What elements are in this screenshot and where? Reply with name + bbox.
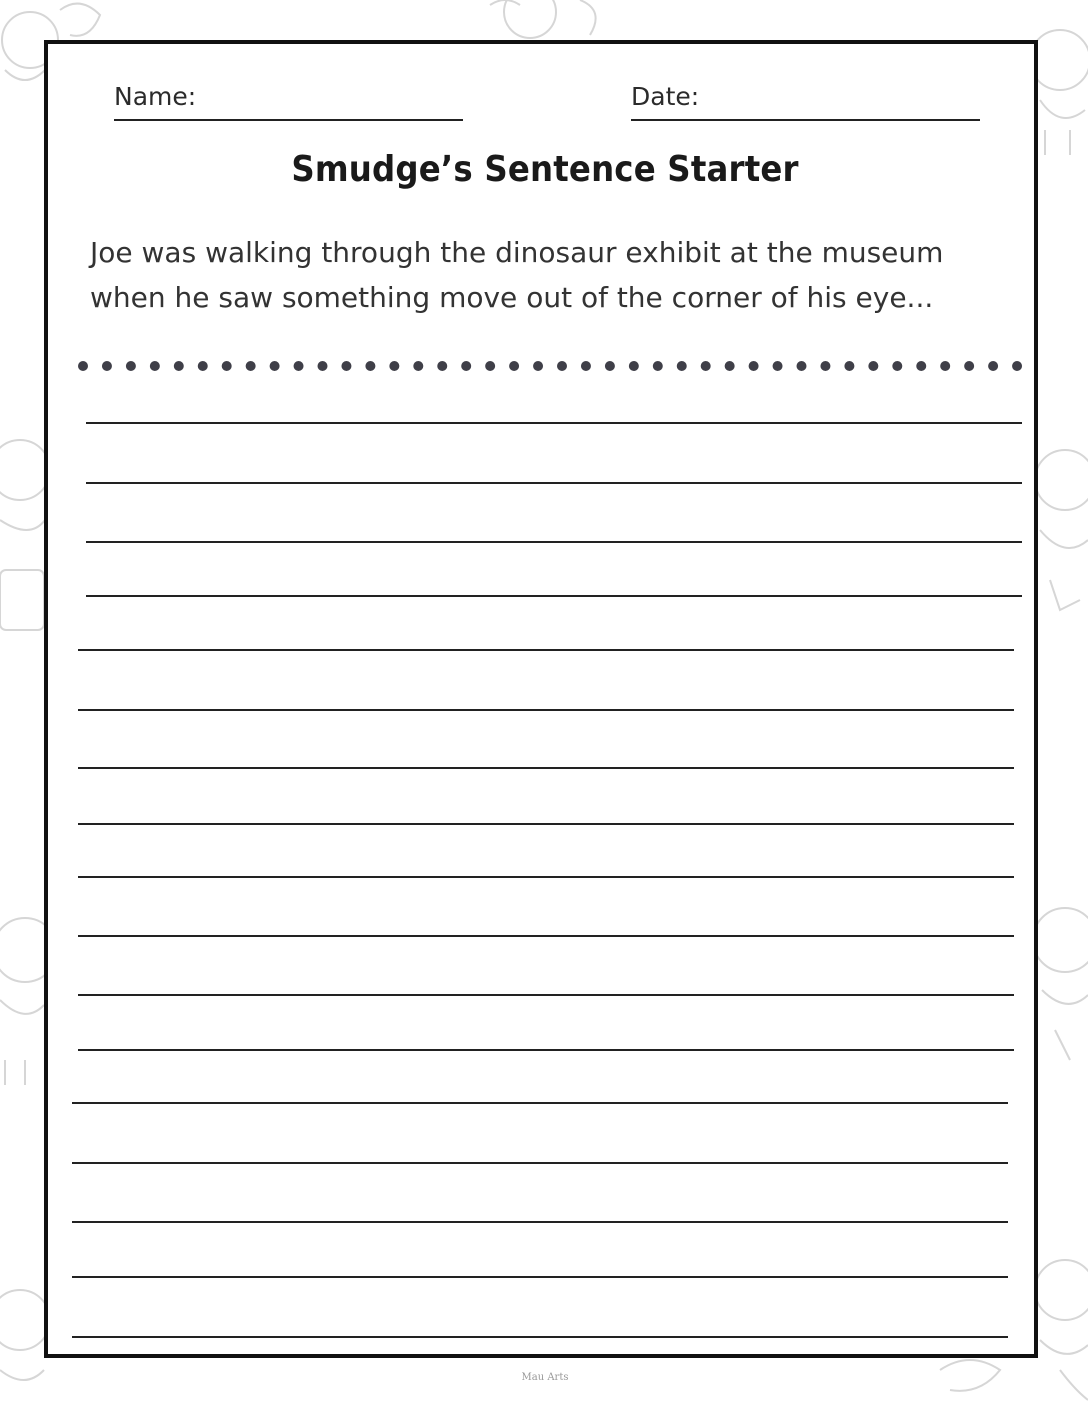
divider-dot bbox=[413, 361, 423, 371]
divider-dot bbox=[78, 361, 88, 371]
divider-dot bbox=[246, 361, 256, 371]
writing-line[interactable] bbox=[78, 649, 1014, 651]
writing-line[interactable] bbox=[86, 541, 1022, 543]
writing-line[interactable] bbox=[86, 482, 1022, 484]
divider-dot bbox=[916, 361, 926, 371]
writing-line[interactable] bbox=[86, 422, 1022, 424]
writing-line[interactable] bbox=[78, 709, 1014, 711]
writing-line[interactable] bbox=[78, 935, 1014, 937]
divider-dot bbox=[773, 361, 783, 371]
divider-dot bbox=[389, 361, 399, 371]
divider-dot bbox=[605, 361, 615, 371]
writing-line[interactable] bbox=[72, 1102, 1008, 1104]
divider-dot bbox=[701, 361, 711, 371]
divider-dot bbox=[102, 361, 112, 371]
divider-dot bbox=[318, 361, 328, 371]
divider-dot bbox=[533, 361, 543, 371]
divider-dot bbox=[844, 361, 854, 371]
divider-dot bbox=[365, 361, 375, 371]
writing-line[interactable] bbox=[78, 1049, 1014, 1051]
divider-dot bbox=[557, 361, 567, 371]
divider-dot bbox=[270, 361, 280, 371]
worksheet-page bbox=[44, 40, 1038, 1358]
divider-dot bbox=[341, 361, 351, 371]
divider-dot bbox=[964, 361, 974, 371]
writing-line[interactable] bbox=[78, 994, 1014, 996]
name-label: Name: bbox=[114, 82, 197, 111]
prompt-line: when he saw something move out of the corner of his eye... bbox=[90, 281, 934, 314]
dotted-divider bbox=[76, 352, 1026, 376]
divider-dot bbox=[222, 361, 232, 371]
date-label: Date: bbox=[631, 82, 700, 111]
divider-dot bbox=[1012, 361, 1022, 371]
divider-dot bbox=[892, 361, 902, 371]
divider-dot bbox=[820, 361, 830, 371]
sentence-starter-prompt bbox=[90, 230, 1020, 320]
writing-line[interactable] bbox=[78, 876, 1014, 878]
name-field[interactable] bbox=[114, 119, 463, 121]
divider-dot bbox=[437, 361, 447, 371]
divider-dot bbox=[294, 361, 304, 371]
divider-dot bbox=[174, 361, 184, 371]
divider-dot bbox=[485, 361, 495, 371]
writing-line[interactable] bbox=[72, 1276, 1008, 1278]
credit-logo bbox=[520, 1373, 570, 1383]
divider-dot bbox=[940, 361, 950, 371]
prompt-line: Joe was walking through the dinosaur exhibit at the museum bbox=[90, 236, 944, 269]
writing-line[interactable] bbox=[86, 595, 1022, 597]
writing-line[interactable] bbox=[78, 767, 1014, 769]
worksheet-title: Smudge’s Sentence Starter bbox=[291, 149, 799, 190]
divider-dot bbox=[509, 361, 519, 371]
divider-dot bbox=[797, 361, 807, 371]
divider-dot bbox=[629, 361, 639, 371]
divider-dot bbox=[868, 361, 878, 371]
divider-dot bbox=[988, 361, 998, 371]
credit-text: Mau Arts bbox=[521, 1372, 569, 1383]
divider-dot bbox=[725, 361, 735, 371]
divider-dot bbox=[198, 361, 208, 371]
divider-dot bbox=[749, 361, 759, 371]
writing-line[interactable] bbox=[72, 1221, 1008, 1223]
date-field[interactable] bbox=[631, 119, 980, 121]
divider-dot bbox=[653, 361, 663, 371]
divider-dot bbox=[581, 361, 591, 371]
divider-dot bbox=[461, 361, 471, 371]
writing-line[interactable] bbox=[78, 823, 1014, 825]
divider-dot bbox=[126, 361, 136, 371]
divider-dot bbox=[677, 361, 687, 371]
writing-line[interactable] bbox=[72, 1336, 1008, 1338]
writing-line[interactable] bbox=[72, 1162, 1008, 1164]
divider-dot bbox=[150, 361, 160, 371]
